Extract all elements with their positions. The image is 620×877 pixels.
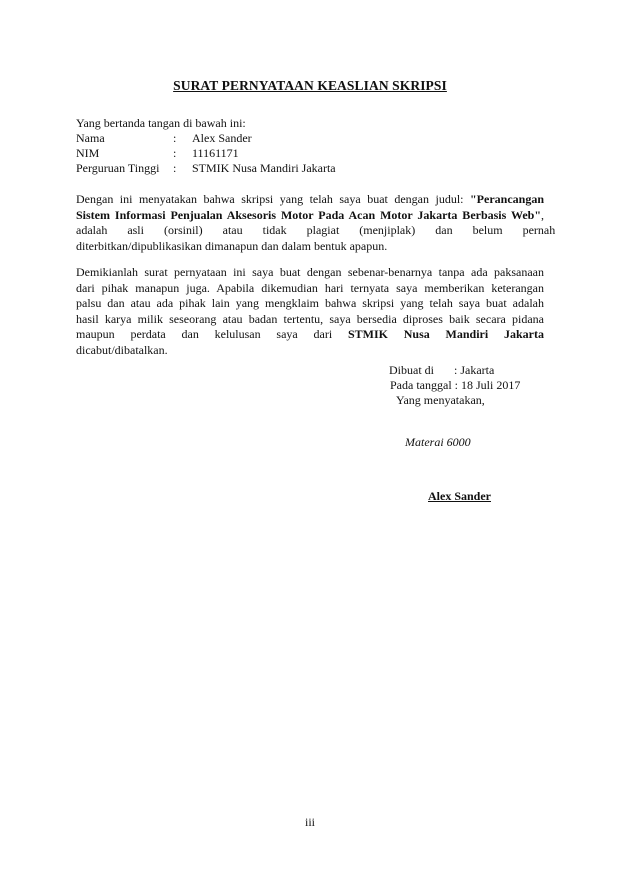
- field-colon-university: :: [173, 161, 177, 175]
- institution-name: STMIK Nusa Mandiri Jakarta: [347, 327, 544, 341]
- paragraph-line: [76, 192, 544, 208]
- paragraph-line: [76, 327, 544, 343]
- field-label-nim: NIM: [76, 146, 100, 160]
- field-value-nim: 11161171: [192, 146, 239, 160]
- intro-text: Yang bertanda tangan di bawah ini:: [76, 116, 246, 130]
- signature-place-value: : Jakarta: [454, 363, 495, 377]
- signatory-name: Alex Sander: [428, 489, 491, 503]
- paragraph-line: palsu dan atau ada pihak lain yang mengklaim bahwa skripsi yang telah saya buat adalah: [76, 296, 544, 310]
- field-label-name: Nama: [76, 131, 105, 145]
- field-colon-name: :: [173, 131, 177, 145]
- signature-place-label: Dibuat di: [389, 363, 434, 377]
- text-run: Dengan ini menyatakan bahwa skripsi yang telah saya buat dengan judul:: [76, 192, 470, 206]
- stamp-placeholder: Materai 6000: [405, 435, 471, 449]
- page-number: iii: [304, 815, 315, 829]
- signature-date: Pada tanggal : 18 Juli 2017: [390, 378, 521, 392]
- field-label-university: Perguruan Tinggi: [76, 161, 160, 175]
- paragraph-line: [76, 208, 544, 224]
- field-colon-nim: :: [173, 146, 177, 160]
- field-value-university: STMIK Nusa Mandiri Jakarta: [192, 161, 336, 175]
- paragraph-declaration: [76, 192, 556, 254]
- field-value-name: Alex Sander: [192, 131, 252, 145]
- signature-statement: Yang menyatakan,: [396, 393, 485, 407]
- paragraph-line: Demikianlah surat pernyataan ini saya buat dengan sebenar-benarnya tanpa ada paksanaan: [76, 265, 544, 279]
- thesis-title-end: Sistem Informasi Penjualan Aksesoris Motor Pada Acan Motor Jakarta Berbasis Web": [76, 207, 541, 222]
- paragraph-line: dari pihak manapun juga. Apabila dikemudian hari ternyata saya memberikan keterangan: [76, 280, 544, 295]
- thesis-title-start: "Perancangan: [470, 192, 544, 206]
- paragraph-line: adalah asli (orsinil) atau tidak plagiat (menjiplak) dan belum pernah: [76, 223, 556, 237]
- document-title: SURAT PERNYATAAN KEASLIAN SKRIPSI: [173, 78, 447, 93]
- paragraph-line: diterbitkan/dipublikasikan dimanapun dan dalam bentuk apapun.: [76, 238, 388, 253]
- text-run: ,: [541, 207, 544, 222]
- paragraph-line: hasil karya milik seseorang atau badan tertentu, saya bersedia diproses baik secara pidana: [76, 311, 544, 326]
- paragraph-line: dicabut/dibatalkan.: [76, 342, 168, 357]
- paragraph-closing: [76, 265, 544, 358]
- text-run: maupun perdata dan kelulusan saya dari: [76, 327, 348, 341]
